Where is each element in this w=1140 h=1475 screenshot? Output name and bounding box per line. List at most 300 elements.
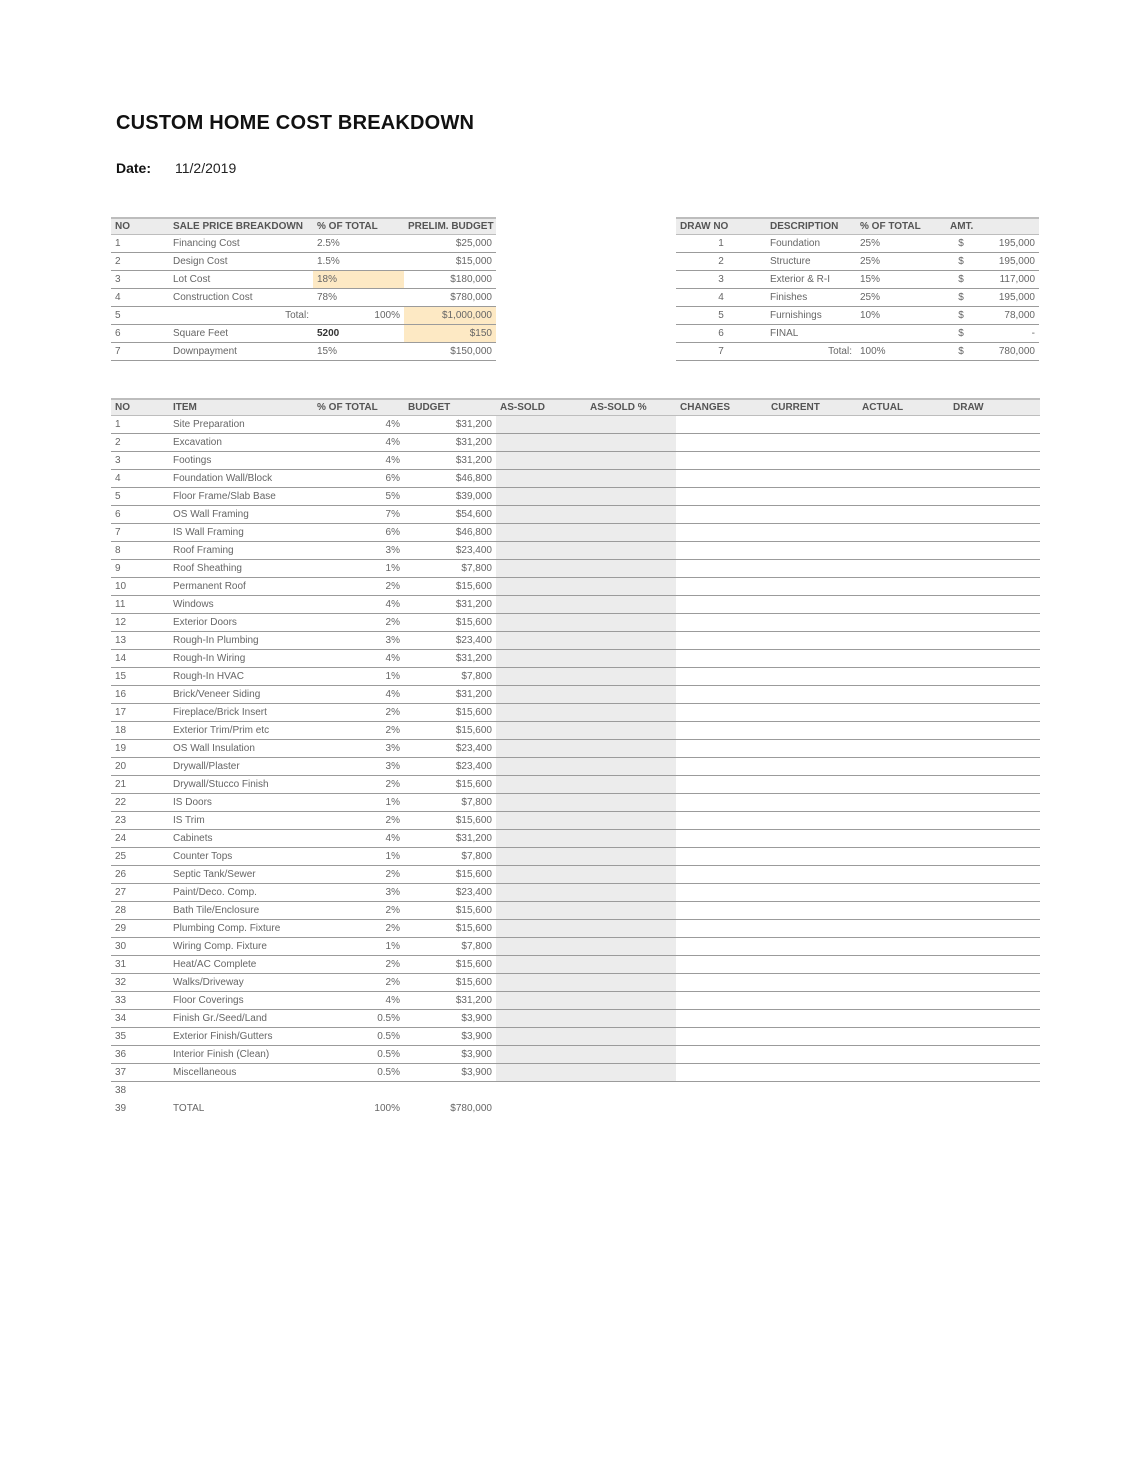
- item-name: Rough-In HVAC: [173, 670, 244, 682]
- as-sold-pct-cell[interactable]: [586, 901, 676, 919]
- pct-of-total[interactable]: 7%: [385, 508, 400, 520]
- draw-cell[interactable]: [949, 541, 1040, 559]
- changes-cell[interactable]: [676, 829, 767, 847]
- as-sold-cell[interactable]: [496, 811, 586, 829]
- draw-cell[interactable]: [949, 1063, 1040, 1081]
- actual-cell[interactable]: [858, 541, 949, 559]
- draw-cell[interactable]: [949, 829, 1040, 847]
- item-name: Windows: [173, 598, 214, 610]
- pct-of-total[interactable]: 2%: [385, 778, 400, 790]
- changes-cell[interactable]: [676, 721, 767, 739]
- changes-cell[interactable]: [676, 1027, 767, 1045]
- pct-of-total[interactable]: 4%: [385, 436, 400, 448]
- as-sold-cell[interactable]: [496, 1045, 586, 1063]
- changes-cell[interactable]: [676, 1009, 767, 1027]
- as-sold-cell[interactable]: [496, 667, 586, 685]
- changes-cell[interactable]: [676, 685, 767, 703]
- as-sold-pct-cell[interactable]: [586, 613, 676, 631]
- pct-of-total[interactable]: 3%: [385, 886, 400, 898]
- as-sold-pct-cell[interactable]: [586, 721, 676, 739]
- current-cell[interactable]: [767, 505, 858, 523]
- changes-cell[interactable]: [676, 973, 767, 991]
- as-sold-cell[interactable]: [496, 991, 586, 1009]
- draw-cell[interactable]: [949, 883, 1040, 901]
- actual-cell[interactable]: [858, 955, 949, 973]
- current-cell[interactable]: [767, 1045, 858, 1063]
- actual-cell[interactable]: [858, 829, 949, 847]
- budget: $31,200: [455, 688, 492, 700]
- as-sold-pct-cell[interactable]: [586, 667, 676, 685]
- changes-cell[interactable]: [676, 901, 767, 919]
- actual-cell[interactable]: [858, 685, 949, 703]
- as-sold-cell[interactable]: [496, 775, 586, 793]
- pct-of-total[interactable]: 1%: [385, 562, 400, 574]
- as-sold-pct-cell[interactable]: [586, 829, 676, 847]
- current-cell[interactable]: [767, 775, 858, 793]
- actual-cell[interactable]: [858, 667, 949, 685]
- changes-cell[interactable]: [676, 793, 767, 811]
- changes-cell[interactable]: [676, 559, 767, 577]
- draw-cell[interactable]: [949, 523, 1040, 541]
- actual-cell[interactable]: [858, 703, 949, 721]
- budget: $15,600: [455, 814, 492, 826]
- item-name: Roof Framing: [173, 544, 234, 556]
- changes-cell[interactable]: [676, 811, 767, 829]
- changes-cell[interactable]: [676, 775, 767, 793]
- pct-of-total[interactable]: 2%: [385, 706, 400, 718]
- row-number: 30: [115, 940, 127, 952]
- as-sold-pct-cell[interactable]: [586, 631, 676, 649]
- current-cell[interactable]: [767, 811, 858, 829]
- draw-cell[interactable]: [949, 793, 1040, 811]
- pct-of-total[interactable]: 4%: [385, 454, 400, 466]
- current-cell[interactable]: [767, 433, 858, 451]
- pct-of-total[interactable]: 4%: [385, 652, 400, 664]
- pct-of-total[interactable]: 4%: [385, 598, 400, 610]
- as-sold-cell[interactable]: [496, 1009, 586, 1027]
- item-name: Floor Frame/Slab Base: [173, 490, 276, 502]
- changes-cell[interactable]: [676, 433, 767, 451]
- actual-cell[interactable]: [858, 505, 949, 523]
- as-sold-pct-cell[interactable]: [586, 487, 676, 505]
- as-sold-cell[interactable]: [496, 847, 586, 865]
- empty-cell: [858, 1099, 949, 1117]
- as-sold-cell[interactable]: [496, 757, 586, 775]
- total-pct: 100%: [374, 1102, 400, 1114]
- current-cell[interactable]: [767, 973, 858, 991]
- draw-number: 7: [718, 345, 724, 357]
- actual-cell[interactable]: [858, 775, 949, 793]
- pct-of-total[interactable]: 2%: [385, 868, 400, 880]
- pct-of-total[interactable]: 2.5%: [317, 237, 340, 249]
- changes-cell[interactable]: [676, 577, 767, 595]
- pct-of-total[interactable]: 2%: [385, 904, 400, 916]
- draw-cell[interactable]: [949, 847, 1040, 865]
- current-cell[interactable]: [767, 937, 858, 955]
- pct-of-total[interactable]: 6%: [385, 526, 400, 538]
- draw-cell[interactable]: [949, 865, 1040, 883]
- as-sold-cell[interactable]: [496, 937, 586, 955]
- table-row: [111, 1027, 1040, 1045]
- changes-cell[interactable]: [676, 883, 767, 901]
- as-sold-cell[interactable]: [496, 649, 586, 667]
- pct-of-total[interactable]: 4%: [385, 832, 400, 844]
- header-pct-of-total: % OF TOTAL: [860, 220, 921, 232]
- draw-pct[interactable]: 25%: [860, 237, 881, 249]
- draw-pct[interactable]: 15%: [860, 273, 881, 285]
- actual-cell[interactable]: [858, 919, 949, 937]
- empty-cell: [496, 1099, 586, 1117]
- draw-amount: -: [1031, 327, 1035, 339]
- actual-cell[interactable]: [858, 883, 949, 901]
- as-sold-pct-cell[interactable]: [586, 811, 676, 829]
- actual-cell[interactable]: [858, 865, 949, 883]
- actual-cell[interactable]: [858, 559, 949, 577]
- current-cell[interactable]: [767, 829, 858, 847]
- draw-description: Structure: [770, 255, 811, 267]
- actual-cell[interactable]: [858, 937, 949, 955]
- draw-cell[interactable]: [949, 631, 1040, 649]
- pct-of-total[interactable]: 18%: [313, 270, 404, 288]
- draw-cell[interactable]: [949, 415, 1040, 433]
- actual-cell[interactable]: [858, 1063, 949, 1081]
- as-sold-pct-cell[interactable]: [586, 559, 676, 577]
- draw-cell[interactable]: [949, 991, 1040, 1009]
- table-row: [676, 252, 1039, 270]
- pct-of-total[interactable]: 2%: [385, 580, 400, 592]
- changes-cell[interactable]: [676, 469, 767, 487]
- pct-of-total[interactable]: 0.5%: [377, 1066, 400, 1078]
- current-cell[interactable]: [767, 901, 858, 919]
- as-sold-pct-cell[interactable]: [586, 577, 676, 595]
- actual-cell[interactable]: [858, 487, 949, 505]
- draw-cell[interactable]: [949, 577, 1040, 595]
- actual-cell[interactable]: [858, 613, 949, 631]
- actual-cell[interactable]: [858, 793, 949, 811]
- pct-of-total[interactable]: 0.5%: [377, 1012, 400, 1024]
- as-sold-pct-cell[interactable]: [586, 703, 676, 721]
- pct-of-total[interactable]: 1%: [385, 670, 400, 682]
- draw-cell[interactable]: [949, 739, 1040, 757]
- draw-cell[interactable]: [949, 721, 1040, 739]
- current-cell[interactable]: [767, 847, 858, 865]
- row-number: 17: [115, 706, 127, 718]
- actual-cell[interactable]: [858, 739, 949, 757]
- current-cell[interactable]: [767, 631, 858, 649]
- current-cell[interactable]: [767, 451, 858, 469]
- changes-cell[interactable]: [676, 613, 767, 631]
- pct-of-total[interactable]: 4%: [385, 994, 400, 1006]
- draw-cell[interactable]: [949, 1027, 1040, 1045]
- current-cell[interactable]: [767, 883, 858, 901]
- as-sold-cell[interactable]: [496, 595, 586, 613]
- draw-cell[interactable]: [949, 667, 1040, 685]
- as-sold-cell[interactable]: [496, 415, 586, 433]
- draw-cell[interactable]: [949, 937, 1040, 955]
- current-cell[interactable]: [767, 541, 858, 559]
- current-cell[interactable]: [767, 1063, 858, 1081]
- as-sold-pct-cell[interactable]: [586, 469, 676, 487]
- as-sold-cell[interactable]: [496, 523, 586, 541]
- changes-cell[interactable]: [676, 451, 767, 469]
- actual-cell[interactable]: [858, 577, 949, 595]
- as-sold-pct-cell[interactable]: [586, 1027, 676, 1045]
- actual-cell[interactable]: [858, 649, 949, 667]
- pct-of-total[interactable]: 2%: [385, 814, 400, 826]
- draw-cell[interactable]: [949, 1045, 1040, 1063]
- actual-cell[interactable]: [858, 523, 949, 541]
- pct-of-total[interactable]: 6%: [385, 472, 400, 484]
- as-sold-cell[interactable]: [496, 793, 586, 811]
- current-cell[interactable]: [767, 487, 858, 505]
- changes-cell[interactable]: [676, 1045, 767, 1063]
- draw-cell[interactable]: [949, 433, 1040, 451]
- as-sold-pct-cell[interactable]: [586, 955, 676, 973]
- as-sold-cell[interactable]: [496, 703, 586, 721]
- as-sold-pct-cell[interactable]: [586, 793, 676, 811]
- as-sold-cell[interactable]: [496, 919, 586, 937]
- as-sold-pct-cell[interactable]: [586, 685, 676, 703]
- current-cell[interactable]: [767, 1027, 858, 1045]
- as-sold-cell[interactable]: [496, 541, 586, 559]
- draw-cell[interactable]: [949, 757, 1040, 775]
- changes-cell[interactable]: [676, 505, 767, 523]
- changes-cell[interactable]: [676, 955, 767, 973]
- as-sold-pct-cell[interactable]: [586, 775, 676, 793]
- as-sold-pct-cell[interactable]: [586, 937, 676, 955]
- pct-of-total[interactable]: 1.5%: [317, 255, 340, 267]
- current-cell[interactable]: [767, 559, 858, 577]
- draw-cell[interactable]: [949, 685, 1040, 703]
- current-cell[interactable]: [767, 793, 858, 811]
- draw-cell[interactable]: [949, 451, 1040, 469]
- actual-cell[interactable]: [858, 595, 949, 613]
- as-sold-pct-cell[interactable]: [586, 649, 676, 667]
- draw-cell[interactable]: [949, 469, 1040, 487]
- as-sold-cell[interactable]: [496, 865, 586, 883]
- as-sold-pct-cell[interactable]: [586, 1063, 676, 1081]
- pct-of-total[interactable]: 1%: [385, 796, 400, 808]
- actual-cell[interactable]: [858, 847, 949, 865]
- draw-cell[interactable]: [949, 955, 1040, 973]
- draw-cell[interactable]: [949, 973, 1040, 991]
- as-sold-pct-cell[interactable]: [586, 865, 676, 883]
- actual-cell[interactable]: [858, 415, 949, 433]
- changes-cell[interactable]: [676, 865, 767, 883]
- current-cell[interactable]: [767, 667, 858, 685]
- as-sold-cell[interactable]: [496, 451, 586, 469]
- current-cell[interactable]: [767, 757, 858, 775]
- as-sold-pct-cell[interactable]: [586, 757, 676, 775]
- as-sold-cell[interactable]: [496, 739, 586, 757]
- current-cell[interactable]: [767, 991, 858, 1009]
- draw-pct[interactable]: [856, 324, 946, 342]
- draw-cell[interactable]: [949, 811, 1040, 829]
- as-sold-pct-cell[interactable]: [586, 1009, 676, 1027]
- prelim-budget: $25,000: [455, 237, 492, 249]
- table-row: [111, 667, 1040, 685]
- current-cell[interactable]: [767, 955, 858, 973]
- actual-cell[interactable]: [858, 991, 949, 1009]
- empty-cell: [313, 1081, 404, 1099]
- pct-of-total[interactable]: 0.5%: [377, 1030, 400, 1042]
- draw-cell[interactable]: [949, 613, 1040, 631]
- current-cell[interactable]: [767, 649, 858, 667]
- as-sold-cell[interactable]: [496, 469, 586, 487]
- draw-cell[interactable]: [949, 559, 1040, 577]
- item-name: Fireplace/Brick Insert: [173, 706, 267, 718]
- pct-of-total[interactable]: 5%: [385, 490, 400, 502]
- pct-of-total[interactable]: 2%: [385, 958, 400, 970]
- pct-of-total[interactable]: 1%: [385, 850, 400, 862]
- current-cell[interactable]: [767, 415, 858, 433]
- as-sold-pct-cell[interactable]: [586, 1045, 676, 1063]
- pct-of-total[interactable]: 3%: [385, 634, 400, 646]
- draw-cell[interactable]: [949, 775, 1040, 793]
- current-cell[interactable]: [767, 577, 858, 595]
- draw-cell[interactable]: [949, 505, 1040, 523]
- current-cell[interactable]: [767, 685, 858, 703]
- changes-cell[interactable]: [676, 595, 767, 613]
- as-sold-cell[interactable]: [496, 631, 586, 649]
- changes-cell[interactable]: [676, 703, 767, 721]
- changes-cell[interactable]: [676, 523, 767, 541]
- pct-of-total[interactable]: 78%: [317, 291, 338, 303]
- changes-cell[interactable]: [676, 667, 767, 685]
- changes-cell[interactable]: [676, 415, 767, 433]
- actual-cell[interactable]: [858, 451, 949, 469]
- actual-cell[interactable]: [858, 973, 949, 991]
- as-sold-pct-cell[interactable]: [586, 505, 676, 523]
- as-sold-cell[interactable]: [496, 721, 586, 739]
- actual-cell[interactable]: [858, 721, 949, 739]
- pct-of-total[interactable]: 1%: [385, 940, 400, 952]
- pct-of-total[interactable]: 3%: [385, 544, 400, 556]
- pct-of-total[interactable]: 2%: [385, 724, 400, 736]
- draw-cell[interactable]: [949, 901, 1040, 919]
- changes-cell[interactable]: [676, 991, 767, 1009]
- as-sold-cell[interactable]: [496, 901, 586, 919]
- item-name: Finish Gr./Seed/Land: [173, 1012, 267, 1024]
- as-sold-pct-cell[interactable]: [586, 991, 676, 1009]
- as-sold-cell[interactable]: [496, 973, 586, 991]
- as-sold-cell[interactable]: [496, 883, 586, 901]
- pct-of-total[interactable]: 3%: [385, 742, 400, 754]
- total-label: TOTAL: [173, 1102, 205, 1114]
- table-row: [111, 577, 1040, 595]
- header-pct-of-total: % OF TOTAL: [317, 220, 378, 232]
- as-sold-pct-cell[interactable]: [586, 433, 676, 451]
- changes-cell[interactable]: [676, 937, 767, 955]
- pct-of-total[interactable]: 2%: [385, 616, 400, 628]
- current-cell[interactable]: [767, 1009, 858, 1027]
- row-number: 7: [115, 526, 121, 538]
- as-sold-pct-cell[interactable]: [586, 451, 676, 469]
- as-sold-cell[interactable]: [496, 829, 586, 847]
- as-sold-cell[interactable]: [496, 685, 586, 703]
- actual-cell[interactable]: [858, 433, 949, 451]
- changes-cell[interactable]: [676, 649, 767, 667]
- changes-cell[interactable]: [676, 487, 767, 505]
- as-sold-cell[interactable]: [496, 955, 586, 973]
- actual-cell[interactable]: [858, 811, 949, 829]
- as-sold-cell[interactable]: [496, 505, 586, 523]
- as-sold-cell[interactable]: [496, 487, 586, 505]
- current-cell[interactable]: [767, 865, 858, 883]
- as-sold-pct-cell[interactable]: [586, 973, 676, 991]
- actual-cell[interactable]: [858, 1045, 949, 1063]
- actual-cell[interactable]: [858, 469, 949, 487]
- as-sold-pct-cell[interactable]: [586, 739, 676, 757]
- current-cell[interactable]: [767, 739, 858, 757]
- draw-cell[interactable]: [949, 649, 1040, 667]
- row-number: 23: [115, 814, 127, 826]
- as-sold-pct-cell[interactable]: [586, 523, 676, 541]
- current-cell[interactable]: [767, 523, 858, 541]
- current-cell[interactable]: [767, 613, 858, 631]
- current-cell[interactable]: [767, 919, 858, 937]
- changes-cell[interactable]: [676, 541, 767, 559]
- draw-pct[interactable]: 10%: [860, 309, 881, 321]
- current-cell[interactable]: [767, 595, 858, 613]
- as-sold-cell[interactable]: [496, 1027, 586, 1045]
- draw-pct[interactable]: 25%: [860, 291, 881, 303]
- changes-cell[interactable]: [676, 631, 767, 649]
- as-sold-pct-cell[interactable]: [586, 541, 676, 559]
- as-sold-cell[interactable]: [496, 559, 586, 577]
- changes-cell[interactable]: [676, 739, 767, 757]
- pct-of-total[interactable]: 0.5%: [377, 1048, 400, 1060]
- draw-cell[interactable]: [949, 703, 1040, 721]
- as-sold-pct-cell[interactable]: [586, 847, 676, 865]
- actual-cell[interactable]: [858, 901, 949, 919]
- actual-cell[interactable]: [858, 1009, 949, 1027]
- draw-cell[interactable]: [949, 919, 1040, 937]
- current-cell[interactable]: [767, 703, 858, 721]
- draw-pct[interactable]: 25%: [860, 255, 881, 267]
- actual-cell[interactable]: [858, 631, 949, 649]
- changes-cell[interactable]: [676, 757, 767, 775]
- square-feet-value[interactable]: 5200: [317, 327, 340, 339]
- pct-of-total[interactable]: 3%: [385, 760, 400, 772]
- row-number: 5: [115, 490, 121, 502]
- downpayment-pct[interactable]: 15%: [317, 345, 338, 357]
- actual-cell[interactable]: [858, 757, 949, 775]
- as-sold-pct-cell[interactable]: [586, 919, 676, 937]
- as-sold-cell[interactable]: [496, 1063, 586, 1081]
- draw-cell[interactable]: [949, 595, 1040, 613]
- draw-cell[interactable]: [949, 487, 1040, 505]
- pct-of-total[interactable]: 2%: [385, 922, 400, 934]
- budget: $31,200: [455, 454, 492, 466]
- as-sold-pct-cell[interactable]: [586, 415, 676, 433]
- pct-of-total[interactable]: 2%: [385, 976, 400, 988]
- as-sold-pct-cell[interactable]: [586, 595, 676, 613]
- current-cell[interactable]: [767, 469, 858, 487]
- draw-cell[interactable]: [949, 1009, 1040, 1027]
- as-sold-cell[interactable]: [496, 433, 586, 451]
- changes-cell[interactable]: [676, 919, 767, 937]
- pct-of-total[interactable]: 4%: [385, 418, 400, 430]
- current-cell[interactable]: [767, 721, 858, 739]
- pct-of-total[interactable]: 4%: [385, 688, 400, 700]
- as-sold-pct-cell[interactable]: [586, 883, 676, 901]
- actual-cell[interactable]: [858, 1027, 949, 1045]
- as-sold-cell[interactable]: [496, 577, 586, 595]
- changes-cell[interactable]: [676, 1063, 767, 1081]
- changes-cell[interactable]: [676, 847, 767, 865]
- as-sold-cell[interactable]: [496, 613, 586, 631]
